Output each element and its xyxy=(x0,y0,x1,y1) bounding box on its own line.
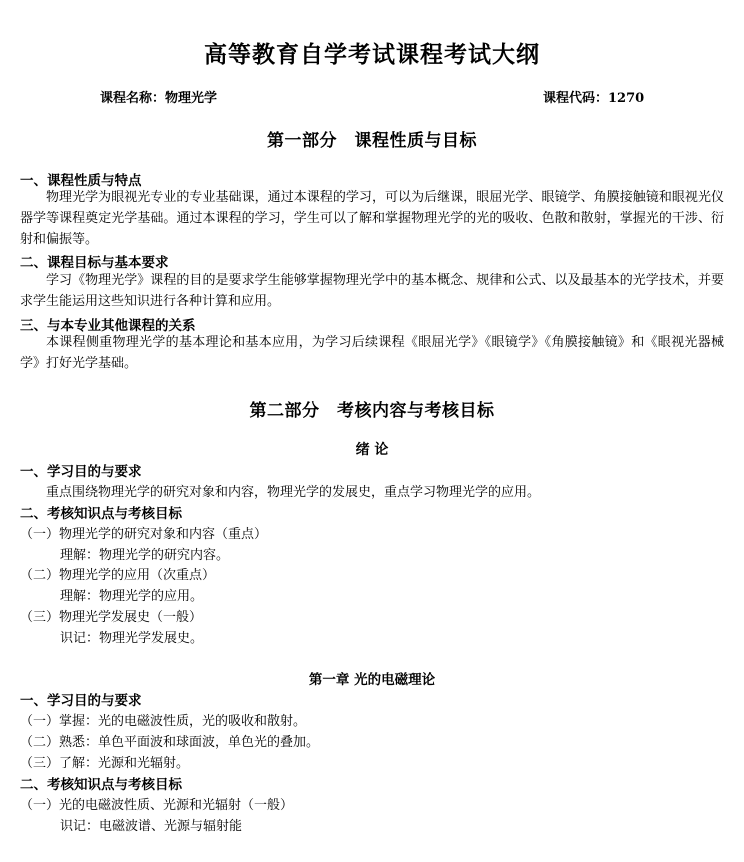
list-item: （一）掌握：光的电磁波性质，光的吸收和散射。 xyxy=(20,714,307,729)
section-paragraph: 重点围绕物理光学的研究对象和内容，物理光学的发展史，重点学习物理光学的应用。 xyxy=(46,485,541,500)
section-heading: 二、考核知识点与考核目标 xyxy=(20,777,182,793)
section-heading: 一、学习目的与要求 xyxy=(20,464,142,480)
list-subitem: 理解：物理光学的研究内容。 xyxy=(60,548,230,563)
list-item: （二）物理光学的应用（次重点） xyxy=(20,568,216,583)
list-subitem: 理解：物理光学的应用。 xyxy=(60,589,204,604)
course-name: 课程名称：物理光学 xyxy=(100,91,218,106)
list-item: （一）物理光学的研究对象和内容（重点） xyxy=(20,527,268,542)
list-item: （二）熟悉：单色平面波和球面波，单色光的叠加。 xyxy=(20,735,320,750)
section-paragraph: 本课程侧重物理光学的基本理论和基本应用，为学习后续课程《眼屈光学》《眼镜学》《角膜接触镜》和《眼视光器械学》打好光学基础。 xyxy=(20,335,724,371)
list-subitem: 识记：电磁波谱、光源与辐射能 xyxy=(60,819,243,834)
part1-title: 第一部分 课程性质与目标 xyxy=(267,131,477,151)
section-heading: 二、课程目标与基本要求 xyxy=(20,255,169,271)
section-paragraph: 学习《物理光学》课程的目的是要求学生能够掌握物理光学中的基本概念、规律和公式、以及最基本的光学技术，并要求学生能运用这些知识进行各种计算和应用。 xyxy=(20,273,724,309)
list-item: （一）光的电磁波性质、光源和光辐射（一般） xyxy=(20,798,294,813)
section-heading: 一、课程性质与特点 xyxy=(20,173,142,189)
part2-title: 第二部分 考核内容与考核目标 xyxy=(249,401,495,421)
list-item: （三）了解：光源和光辐射。 xyxy=(20,756,190,771)
chapter1-title: 第一章 光的电磁理论 xyxy=(308,672,436,688)
intro-title: 绪 论 xyxy=(355,442,389,458)
section-paragraph: 物理光学为眼视光专业的专业基础课，通过本课程的学习，可以为后继课，眼屈光学、眼镜学、角膜接触镜和眼视光仪器学等课程奠定光学基础。通过本课程的学习，学生可以了解和掌握物理光学的光的吸收、色散和散射，掌握光的干涉、衍射和偏振等。 xyxy=(20,190,724,247)
section-heading: 三、与本专业其他课程的关系 xyxy=(20,318,196,334)
list-subitem: 识记：物理光学发展史。 xyxy=(60,631,204,646)
document-title: 高等教育自学考试课程考试大纲 xyxy=(204,41,540,68)
course-code: 课程代码：1270 xyxy=(543,91,645,106)
section-heading: 二、考核知识点与考核目标 xyxy=(20,506,182,522)
list-item: （三）物理光学发展史（一般） xyxy=(20,610,203,625)
section-heading: 一、学习目的与要求 xyxy=(20,693,142,709)
